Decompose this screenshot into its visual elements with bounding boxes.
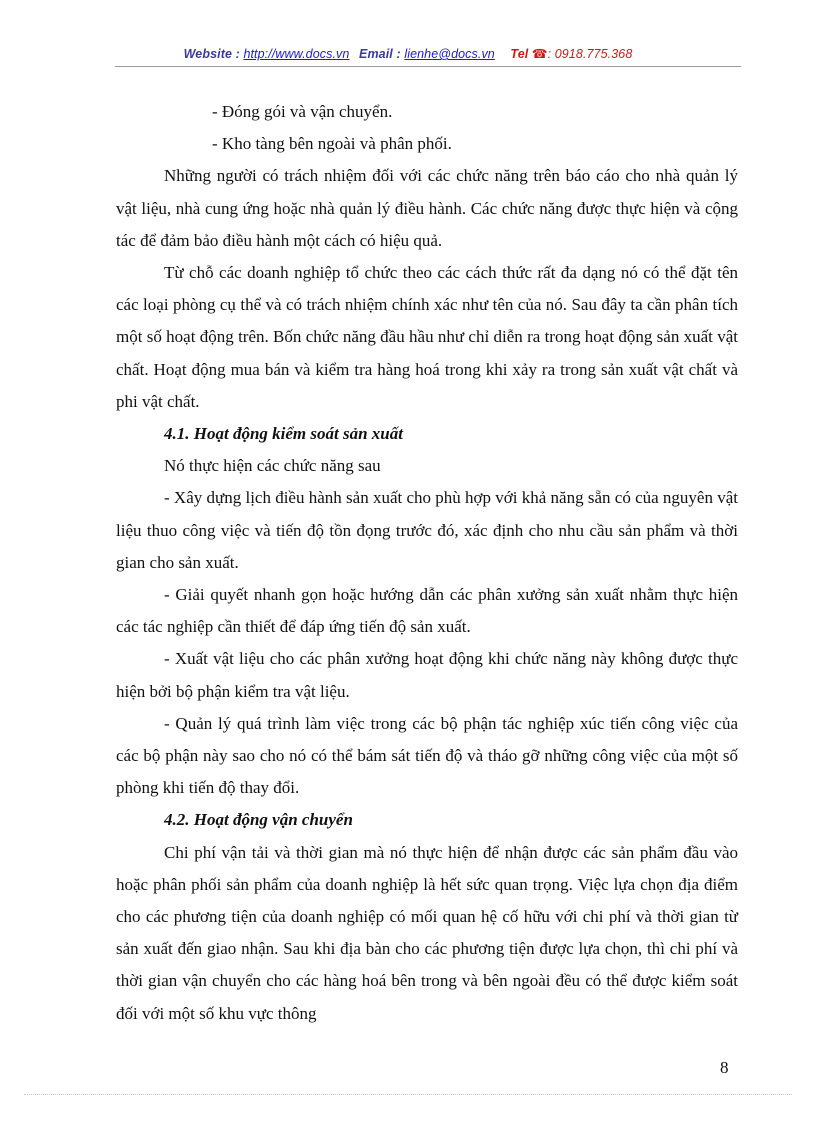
header-divider xyxy=(115,66,741,67)
list-item-schedule: - Xây dựng lịch điều hành sản xuất cho phù hợp với khả năng sẵn có của nguyên vật liệu thuo công việc và tiến độ tồn đọng trước đó, xác định cho nhu cầu sản phẩm và thời gian cho sản xuất. xyxy=(116,488,738,572)
phone-number: : 0918.775.368 xyxy=(547,47,633,61)
page-header xyxy=(0,46,816,61)
footer-divider xyxy=(24,1094,792,1095)
list-item-resolve: - Giải quyết nhanh gọn hoặc hướng dẫn các phân xưởng sản xuất nhằm thực hiện các tác nghiệp cần thiết để đáp ứng tiến độ sản xuất. xyxy=(116,585,738,637)
bullet-packaging: - Đóng gói và vận chuyển. xyxy=(212,102,393,121)
page-number: 8 xyxy=(720,1058,729,1077)
list-item-issue-materials: - Xuất vật liệu cho các phân xưởng hoạt động khi chức năng này không được thực hiện bởi bộ phận kiểm tra vật liệu. xyxy=(116,649,738,701)
email-colon: : xyxy=(392,47,401,61)
website-label: Website : xyxy=(183,47,240,61)
tel-label: Tel ☎ xyxy=(510,47,548,61)
paragraph-responsibility: Những người có trách nhiệm đối với các chức năng trên báo cáo cho nhà quản lý vật liệu, nhà cung ứng hoặc nhà quản lý điều hành. Các chức năng được thực hiện và cộng tác để đảm bảo điều hành một cách có hiệu quả. xyxy=(116,166,738,250)
website-link[interactable]: http://www.docs.vn xyxy=(243,47,350,61)
list-item-manage-process: - Quản lý quá trình làm việc trong các bộ phận tác nghiệp xúc tiến công việc của các bộ phận này sao cho nó có thể bám sát tiến độ và tháo gỡ những công việc của một số phòng khi tiến độ thay đổi. xyxy=(116,713,738,798)
email-label: Email xyxy=(359,47,393,61)
section-intro-4-1: Nó thực hiện các chức năng sau xyxy=(164,456,381,476)
section-heading-4-2: 4.2. Hoạt động vận chuyển xyxy=(164,810,353,830)
document-body xyxy=(116,96,738,1030)
email-link[interactable]: lienhe@docs.vn xyxy=(404,47,495,61)
paragraph-organization: Từ chỗ các doanh nghiệp tổ chức theo các cách thức rất đa dạng nó có thể đặt tên các loại phòng cụ thể và có trách nhiệm chính xác như tên của nó. Sau đây ta cần phân tích một số hoạt động trên. Bốn chức năng đầu hầu như chỉ diễn ra trong hoạt động sản xuất vật chất. Hoạt động mua bán và kiểm tra hàng hoá trong khi xảy ra trong sản xuất vật chất và phi vật chất. xyxy=(116,263,738,411)
section-heading-4-1: 4.1. Hoạt động kiểm soát sản xuất xyxy=(164,424,403,444)
bullet-warehouse: - Kho tàng bên ngoài và phân phối. xyxy=(212,134,452,154)
paragraph-transport: Chi phí vận tải và thời gian mà nó thực hiện để nhận được các sản phẩm đầu vào hoặc phân phối sản phẩm của doanh nghiệp là hết sức quan trọng. Việc lựa chọn địa điểm cho các phương tiện của doanh nghiệp có mối quan hệ cố hữu với chi phí và thời gian từ sản xuất đến giao nhận. Sau khi địa bàn cho các phương tiện được lựa chọn, thì chi phí và thời gian vận chuyển cho các hàng hoá bên trong và bên ngoài đều có thể được kiểm soát đối với một số khu vực thông xyxy=(116,842,738,1023)
